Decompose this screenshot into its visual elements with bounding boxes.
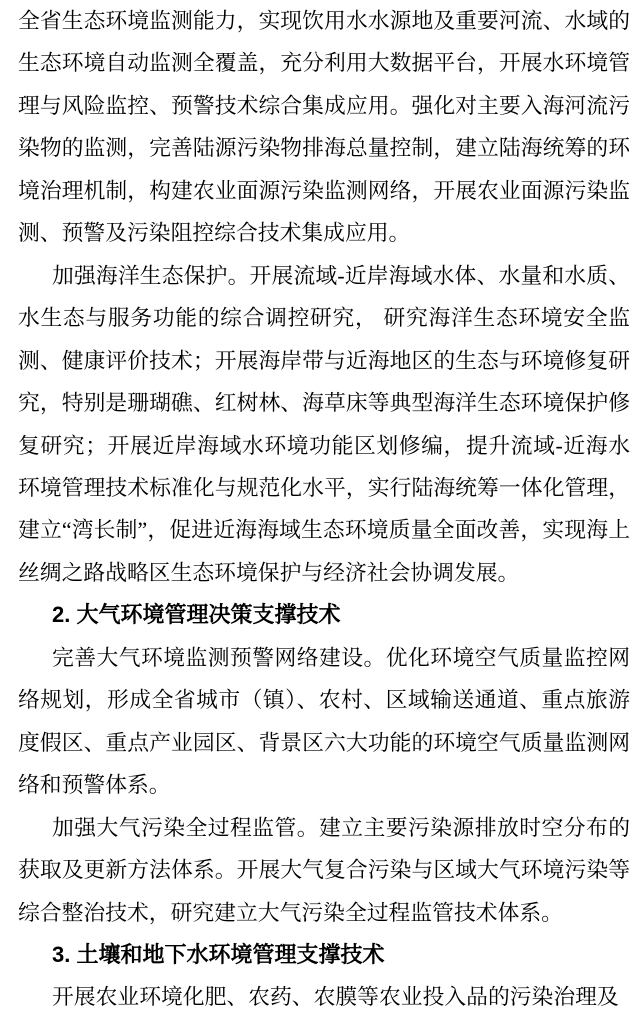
section-heading: 3. 土壤和地下水环境管理支撑技术 bbox=[52, 941, 385, 967]
document-content bbox=[18, 0, 630, 1019]
body-paragraph: 加强海洋生态保护。开展流域-近岸海域水体、水量和水质、水生态与服务功能的综合调控研究， 研究海洋生态环境安全监测、健康评价技术；开展海岸带与近海地区的生态与环境修复研究，特别是珊瑚礁、红树林、海草床等典型海洋生态环境保护修复研究；开展近岸海域水环境功能区划修编，提升流域-近海水环境管理技术标准化与规范化水平，实行陆海统筹一体化管理，建立“湾长制”，促进近海海域生态环境质量全面改善，实现海上丝绸之路战略区生态环境保护与经济社会协调发展。 bbox=[18, 263, 630, 585]
body-paragraph: 完善大气环境监测预警网络建设。优化环境空气质量监控网络规划，形成全省城市（镇）、农村、区域输送通道、重点旅游度假区、重点产业园区、背景区六大功能的环境空气质量监测网络和预警体系。 bbox=[18, 645, 630, 798]
section-heading: 2. 大气环境管理决策支撑技术 bbox=[52, 602, 341, 628]
body-paragraph: 开展农业环境化肥、农药、农膜等农业投入品的污染治理及 bbox=[52, 985, 619, 1010]
body-paragraph: 加强大气污染全过程监管。建立主要污染源排放时空分布的获取及更新方法体系。开展大气复合污染与区域大气环境污染等综合整治技术，研究建立大气污染全过程监管技术体系。 bbox=[18, 815, 630, 925]
body-paragraph: 全省生态环境监测能力，实现饮用水水源地及重要河流、水域的生态环境自动监测全覆盖，充分利用大数据平台，开展水环境管理与风险监控、预警技术综合集成应用。强化对主要入海河流污染物的监测，完善陆源污染物排海总量控制，建立陆海统筹的环境治理机制，构建农业面源污染监测网络，开展农业面源污染监测、预警及污染阻控综合技术集成应用。 bbox=[18, 9, 630, 246]
